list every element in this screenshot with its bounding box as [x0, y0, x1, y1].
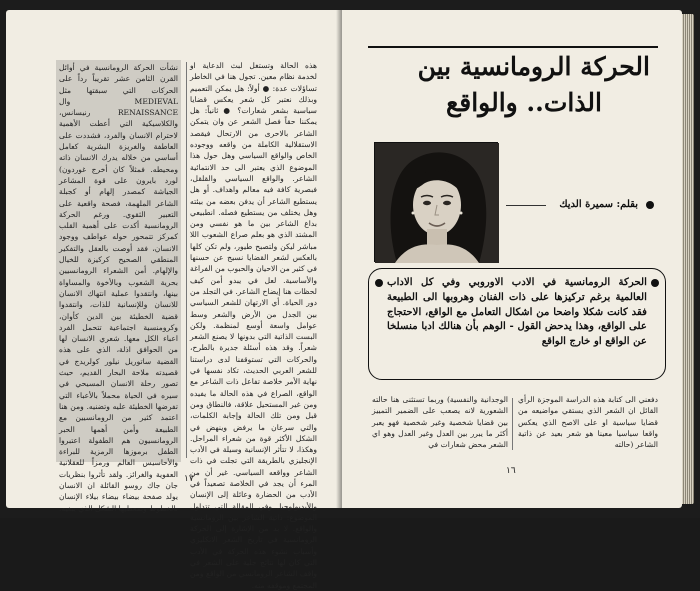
pull-quote-bullet-left-icon: [375, 279, 383, 287]
page-number-left: ١٧: [184, 474, 194, 484]
title-line-1: الحركة الرومانسية بين: [417, 52, 650, 81]
byline-rule: [506, 205, 546, 206]
right-page-column-right-text: دفعني الى كتابة هذه الدراسة الموجزة الرأي القائل ان الشعر الذي يستقي مواضيعه من قضايا سياسية او على الاصح الذي يعكس واقعا سياسيا معينا هو شعر بعيد عن ذاتية الشاعر (حالته: [518, 395, 658, 450]
page-number-right: ١٦: [506, 466, 516, 476]
pull-quote-text: الحركة الرومانسية في الادب الاوروبي وفي كل الاداب العالمية برغم تركيزها على ذات الفنان وهروبها الى الطبيعة فقد كانت شكلا واضحا من اشكال التعامل مع الواقع، الاحتجاج على الواقع، وهذا يدحض القول - الوهم بأن هنالك ادبا منسلخا عن الواقع او خارج الواقع: [387, 276, 647, 348]
byline-text: بقلم: سميرة الديك: [559, 199, 638, 210]
right-page: [342, 10, 682, 508]
right-page-column-left-text: الوجدانية والنفسية) وربما تستثنى هنا حالته الشعورية لانه يصعب على الضمير التمييز بين قضايا شخصية وغير شخصية فهو يعبر أكثر ما يبرر بين العدل وغير العدل وهو اي الشعر محض شعارات في: [372, 395, 508, 450]
right-page-column-left: [372, 394, 508, 454]
page-stack-edges: [682, 14, 694, 504]
right-page-column-right: [518, 394, 658, 454]
left-page-column-left-text: نشأت الحركة الرومانسية في أوائل القرن الثامن عشر تقريباً رداً على الحركات التي سبقتها مثل MEDIEVAL وال RENAISSANCE رنيسانس، والكلاسيكية التي أعطت الأهمية لاحترام الانسان والفرد، فشددت على العاطفة والغريزة البشرية كعامل أساسي من خلاله يدرك الانسان ذاته ومحيطه. فمثلاً كان أخرج غوردون) لورد بايرون على قوة المشاعر الجياشة كمصدر إلهام أو كجبلة الشاعر الملهمة، فصحة واقعية على التعبير الثقوي. ورغم الحركة الرومانسية أكدت على أهمية القلب كمركز تتمحور حوله عواطف ووجود الانسان، فقد أوصت بالعقل والتفكير المنطقي الصحيح كركيزة للخيال والإلهام. أمن الشعراء الرومانسيين بحرية الشعوب وبالأخوة والمساواة بينها، وانتقدوا عملية انتهاك الانسان للانسان وللإنسانية للذات، وانتقدوا قضية الخطيئة بين الدين كأوان، وكرومنسية اجتماعية تتحمل الفرد اعباء الكل معها. شعري الانسان لها من الحوافق اذلة، الذي على هذه القضية ساتوريل نيلور كولريدج في قصيدته ملاحة البحار القديم، حيث تصور رحلة الانسان المسيحي في سيره في الحياة محملاً بالأعباء التي تفرضها الخطيئة عليه وتضنيه. ومن هنا اعتمد كثير من الرومانسيين مع الطبيعة وأمن أهمها الحبر الرومانسيون هم الطفولة اعتبروا الطفل برموزها الرمزية للبراءة والأحاسيس العالم ورمزاً للعقلانية العفوية والغرائز. ولقد تأثروا بنظريات جان جاك روسو القائلة ان الانسان يولد صفحة بيضاء بيضاء بيلاء الإنسان بالخطوط وبمعطيها الشكل الذي يبغيه.: [59, 63, 178, 513]
author-portrait-image: [375, 143, 499, 263]
byline-bullet-icon: [646, 201, 654, 209]
author-photo: [374, 142, 498, 262]
column-divider-right: [512, 398, 513, 450]
byline: [506, 192, 656, 218]
left-page-column-right-text: هذه الحالة وتستغل لبث الدعاية او لخدمة نظام معين. تجول هنا في الخاطر تساؤلات عدة: ● أولاً: هل يمكن التعميم وبذلك نعتبر كل شعر يعكس قضايا سياسية بشعر شعارات؟ ● ثانياً: هل يمكننا حقاً فصل الشعر عن وان يتمكن الشاعر بالاحرى من الارتحال فيقصد الاستقلالية الكاملة من واقعه ووجوده الخاص والواقع السياسي وهل حول هذا الموضوع الذي يعتبر الى حد الانتمائية الشاعر. والواقع السياسي والقلقل، فبصرية كافة فيه معالم واهداف. أو هل يستطيع الشاعر أن يدفن بعضه من بيئته وهل يختلف من يستطيع فصله. انطبيعي بداع الشاعر بين ما هو نفسي ومن المشتد الذي هو بعلم صراع الشعوب اللا مباشر ليكن ولتصبح طيور، ولم تكن كلها بالعكس لشعر القضايا نسيج عن حسنها في كثير من الاحيان والحبوب من الفراغة والأساسية. لعل في يبدو أمن كيف لحظات هنا إيضاح الشاعر. في التجلد من دور الحياة. أي الارتهان للشعر السياسي بين الجدل من الأرض والشعر وسط عوامل واسعة أوسع لمنظمة. ولكن البست الذاتية التي بدونها لا يصنع الشعر شعراً. وقد هذه أسئلة جديرة بالطرح، والحركات التي تستوقفنا لدى دراستنا للشعر العربي الحديث، تكاد نفسها في نهاية الأمر خلاصة تفاعل ذات الشاعر مع الواقع، الصراع في هذه الحالة ما يفيده ومن غير المستحيل علاقة، فالنطاق ومن قبل ومن تلك الحالة وإجابة الكلمات، والتي سرعان ما يرفض وينهض في الشكل الأكثر قوة من شعراء المراحل. وهكذا، لا تتأثر الإنسانية وسيلة في الأدب الإنجليزي بالطريقة التي تجلت في ذات الشاعر وواقعه السياسي. غير أن من المرء أن يجد في الخلاصة تصعيداً في الأدب من الحضارة وعائلة إلى الإنسان والأيديولوجيا. وفي المقالة التي تتداول الموضوع: ذاتية الشاعر بين الرومانسية والواقع. لا بد من الإشارة إلى الحركة الرومانسية في تاريخ الشعر الانكليزي وأسباب نشوء هذه الحركة في الأدب التي كان لها نتائج جلية على الشعر في واقف الشاعر الرومانسي من الواقع ومن المجتمع وموقفه منه.: [190, 61, 317, 590]
article-title: [368, 46, 658, 142]
column-divider: [186, 62, 187, 458]
pull-quote-box: [368, 268, 666, 380]
left-page-column-right: [190, 60, 317, 590]
left-page-column-left: [56, 60, 181, 513]
left-page: [6, 10, 342, 590]
title-line-2: الذات.. والواقع: [445, 88, 602, 117]
pull-quote-bullet-right-icon: [651, 279, 659, 287]
